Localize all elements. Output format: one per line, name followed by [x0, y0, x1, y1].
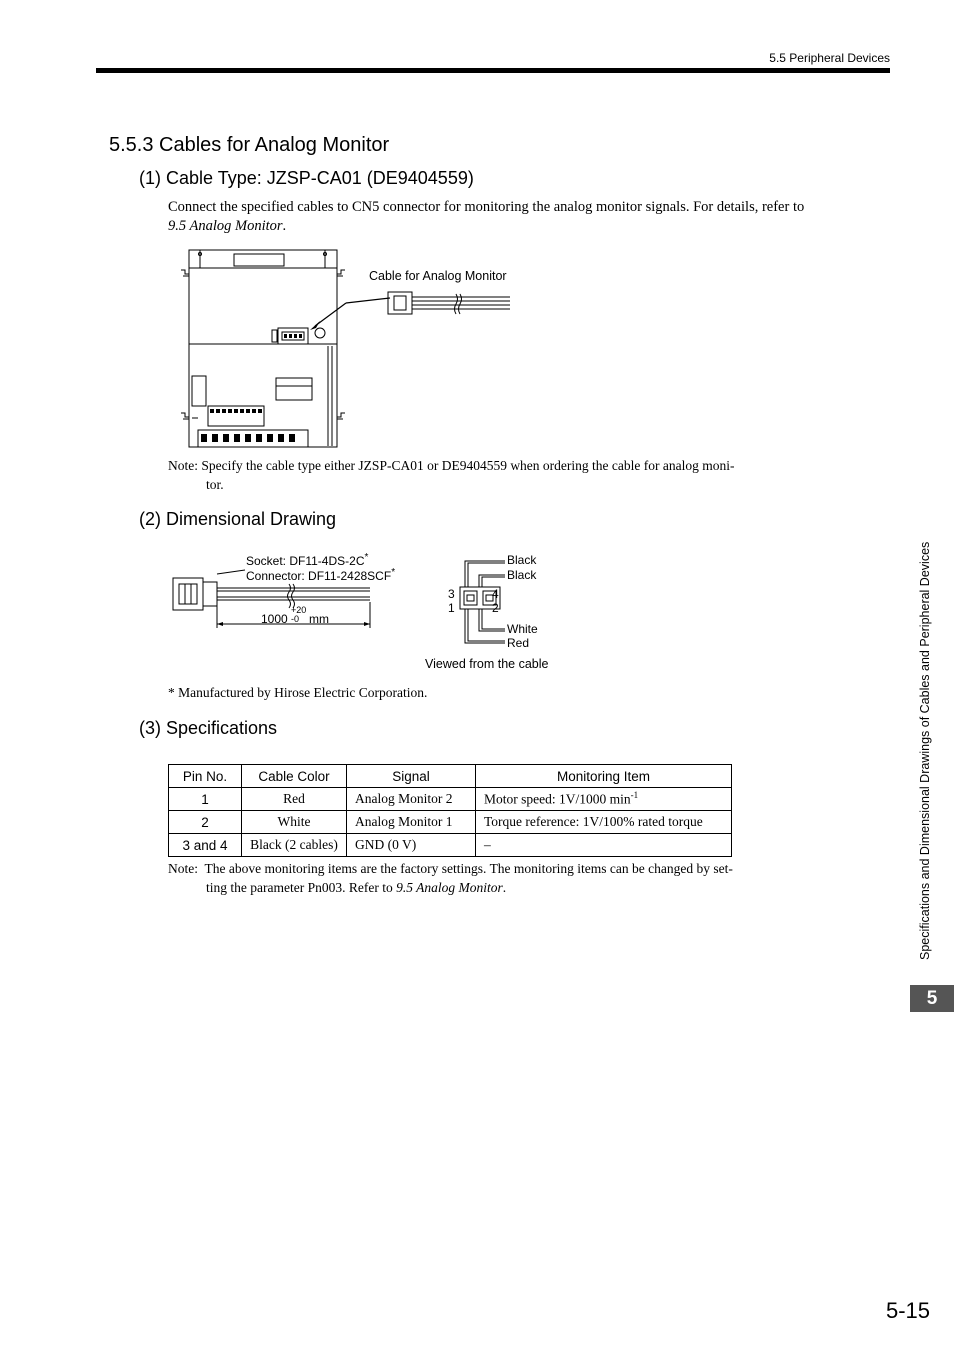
footnote: * Manufactured by Hirose Electric Corporation.: [168, 685, 428, 700]
running-header: 5.5 Peripheral Devices: [769, 51, 890, 65]
header-monitoring: Monitoring Item: [476, 765, 732, 788]
pin-2-label: 2: [492, 601, 499, 615]
table-row: [169, 834, 732, 857]
length-value: 1000: [261, 612, 288, 626]
wire-black-2: Black: [507, 568, 537, 582]
length-tolerance: [291, 606, 306, 624]
cell-color: Black (2 cables): [242, 834, 347, 857]
length-dimension: [261, 612, 288, 626]
specifications-table: [168, 764, 732, 857]
pin-1-label: 1: [448, 601, 455, 615]
socket-label: [246, 552, 368, 568]
note-continuation: [168, 878, 788, 897]
section-title: 5.5.3 Cables for Analog Monitor: [109, 134, 390, 156]
chapter-side-title: Specifications and Dimensional Drawings of Cables and Peripheral Devices: [918, 541, 932, 960]
table-row: [169, 788, 732, 811]
chapter-tab: 5: [910, 985, 954, 1012]
subsection-heading-specifications: (3) Specifications: [139, 718, 278, 738]
cell-monitoring: Torque reference: 1V/100% rated torque: [476, 811, 732, 834]
note-text: Specify the cable type either JZSP-CA01 or DE9404559 when ordering the cable for analog moni-: [201, 458, 735, 473]
header-pin: Pin No.: [169, 765, 242, 788]
header-color: Cable Color: [242, 765, 347, 788]
subsection-heading-dimensional: (2) Dimensional Drawing: [139, 509, 337, 529]
connector-text: Connector: DF11-2428SCF: [246, 569, 392, 583]
note-specifications: [168, 859, 788, 897]
monitoring-exponent: -1: [630, 790, 639, 801]
note-text: The above monitoring items are the factory settings. The monitoring items can be changed by set-: [204, 861, 733, 876]
cell-pin: 1: [169, 788, 242, 811]
cell-signal: Analog Monitor 2: [347, 788, 476, 811]
wire-white: White: [507, 622, 538, 636]
note-prefix: Note:: [168, 861, 198, 876]
wire-black-1: Black: [507, 553, 537, 567]
viewed-caption: Viewed from the cable: [425, 657, 549, 671]
socket-asterisk: *: [364, 552, 369, 563]
cell-signal: Analog Monitor 1: [347, 811, 476, 834]
note-end: .: [502, 880, 507, 895]
note-continuation-text: ting the parameter Pn003. Refer to: [206, 880, 397, 895]
pin-view-drawing: [455, 553, 515, 651]
cell-monitoring: –: [476, 834, 732, 857]
wire-red: Red: [507, 636, 530, 650]
header-signal: Signal: [347, 765, 476, 788]
intro-reference: 9.5 Analog Monitor: [168, 218, 283, 234]
cell-monitoring: [476, 788, 732, 811]
cell-pin: 3 and 4: [169, 834, 242, 857]
cell-color: Red: [242, 788, 347, 811]
length-unit: mm: [309, 612, 329, 626]
cell-signal: GND (0 V): [347, 834, 476, 857]
tolerance-minus: -0: [291, 614, 300, 624]
tolerance-plus: +20: [291, 605, 307, 615]
note-prefix: Note:: [168, 458, 198, 473]
note-cable-type: [168, 456, 788, 494]
subsection-heading-cable-type: (1) Cable Type: JZSP-CA01 (DE9404559): [139, 168, 474, 188]
cell-color: White: [242, 811, 347, 834]
pin-4-label: 4: [492, 587, 499, 601]
intro-paragraph: [168, 198, 888, 236]
intro-end: .: [282, 218, 287, 234]
pin-3-label: 3: [448, 587, 455, 601]
socket-text: Socket: DF11-4DS-2C: [246, 554, 365, 568]
note-continuation: tor.: [206, 477, 224, 492]
figure-label-cable: Cable for Analog Monitor: [369, 269, 507, 283]
table-header-row: [169, 765, 732, 788]
note-reference: 9.5 Analog Monitor: [396, 880, 503, 895]
cell-pin: 2: [169, 811, 242, 834]
connector-label: [246, 567, 395, 583]
page-number: 5-15: [885, 1298, 930, 1323]
table-row: [169, 811, 732, 834]
intro-text: Connect the specified cables to CN5 connector for monitoring the analog monitor signals. For details, refer to: [168, 199, 805, 215]
connector-asterisk: *: [391, 567, 396, 578]
header-rule: [96, 68, 890, 73]
monitoring-text: Motor speed: 1V/1000 min: [484, 791, 631, 807]
